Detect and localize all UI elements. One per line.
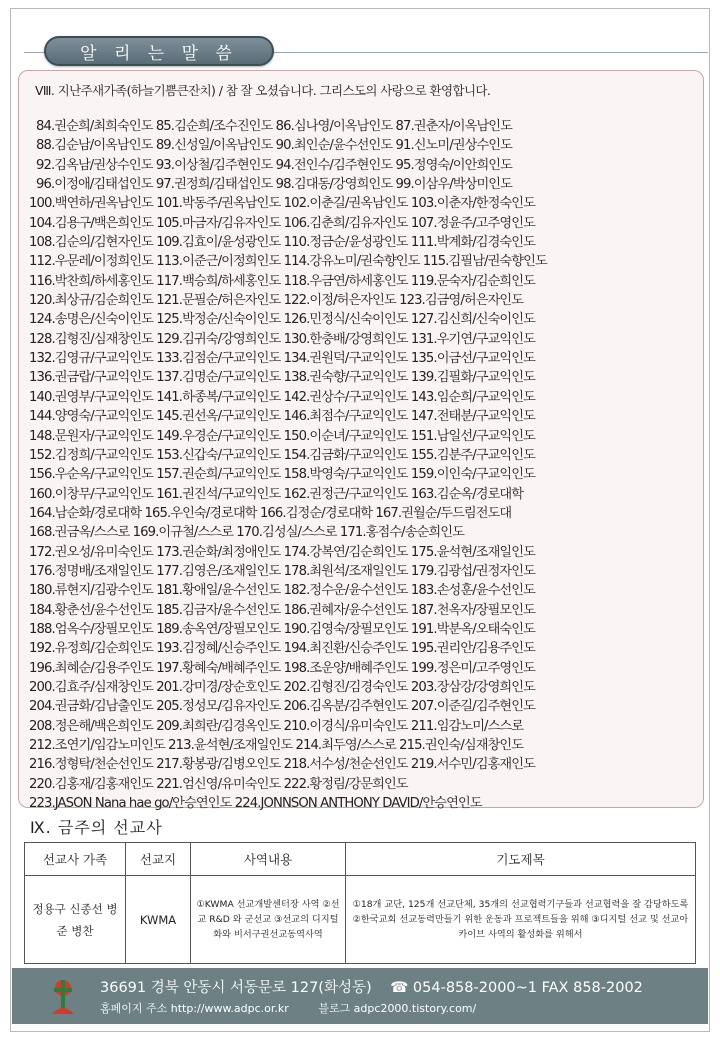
roster-line: 128.김형진/심재창인도 129.김귀숙/강영희인도 130.한충배/강영희인도 131.우기연/구교익인도 — [29, 331, 535, 347]
roster-line: 220.김홍재/김홍재인도 221.엄신영/유미숙인도 222.황정림/강문희인도 — [29, 776, 408, 792]
table-header: 선교지 — [126, 843, 191, 876]
ministry-content: ①KWMA 선교개발센터장 사역 ②선교 R&D 와 군선교 ③선교의 디지털화와 비서구권선교동역사역 — [191, 876, 346, 964]
roster-line: 144.양영숙/구교익인도 145.권선옥/구교익인도 146.최점수/구교익인도 147.전태분/구교익인도 — [29, 409, 535, 425]
roster-line: 208.정은해/백은희인도 209.최희란/김경옥인도 210.이경식/유미숙인도 211.임감노미/스스로 — [29, 718, 524, 734]
roster-line: 188.엄옥수/장필모인도 189.송옥연/장필모인도 190.김영숙/장필모인도 191.박분옥/오태숙인도 — [29, 621, 535, 637]
roster-line: 216.정형탁/천순선인도 217.황봉광/김병오인도 218.서수성/천순선인도 219.서수민/김홍재인도 — [29, 757, 535, 773]
roster-line: 100.백연하/권옥남인도 101.박동주/권옥남인도 102.이춘길/권옥남인도 103.이춘자/한정숙인도 — [29, 196, 535, 212]
table-header: 사역내용 — [191, 843, 346, 876]
church-cross-logo-icon — [48, 976, 78, 1016]
roster-line: 180.류현지/김광수인도 181.황애일/윤수선인도 182.정수운/윤수선인도 183.손성훈/윤수선인도 — [29, 583, 535, 599]
page-title: 알 리 는 말 씀 — [44, 36, 274, 66]
roster-line: 196.최혜순/김용주인도 197.황혜숙/배혜주인도 198.조운양/배혜주인도 199.정은미/고주영인도 — [29, 660, 535, 676]
roster-line: 152.김정희/구교익인도 153.신갑숙/구교익인도 154.김금화/구교익인도 155.김분주/구교익인도 — [29, 447, 535, 463]
roster-line: 132.김영규/구교익인도 133.김점순/구교익인도 134.권원덕/구교익인도 135.이금선/구교익인도 — [29, 351, 535, 367]
new-family-section — [18, 70, 704, 812]
roster-line: 112.우문레/이정희인도 113.이준근/이정희인도 114.강유노미/권숙향인도 115.김필남/권숙향인도 — [29, 254, 547, 270]
roster-line: 212.조연기/임감노미인도 213.윤석현/조재일인도 214.최두영/스스로 215.권인숙/심재창인도 — [29, 738, 524, 753]
roster-line: 136.권금랍/구교익인도 137.김명순/구교익인도 138.권숙향/구교익인도 139.김필화/구교익인도 — [29, 370, 535, 386]
table-header: 선교사 가족 — [25, 843, 126, 876]
roster-line: 172.권오성/유미숙인도 173.권순화/최정애인도 174.강복연/김순희인도 175.윤석현/조재일인도 — [29, 544, 535, 560]
mission-field: KWMA — [126, 876, 191, 964]
roster-line: 108.김순의/김현자인도 109.김효이/윤성광인도 110.정금순/윤성광인도 111.박계화/김경숙인도 — [29, 235, 535, 251]
roster-line: 204.권금화/김남출인도 205.정성모/김유자인도 206.김옥분/김주현인도 207.이준길/김주현인도 — [29, 699, 535, 715]
roster-line: 96.이정애/김태섭인도 97.권정희/김태섭인도 98.김대동/강영희인도 99.이삼우/박상미인도 — [36, 177, 512, 193]
church-phone: ☎ 054-858-2000~1 FAX 858-2002 — [390, 980, 643, 996]
roster-line: 140.권영부/구교익인도 141.하종복/구교익인도 142.권상수/구교익인도 143.임순희/구교익인도 — [29, 389, 535, 405]
roster-line: 124.송명은/신숙이인도 125.박정순/신숙이인도 126.민정식/신숙이인도 127.김신희/신숙이인도 — [29, 312, 535, 328]
roster-line: 164.남순화/경로대학 165.우인숙/경로대학 166.김정순/경로대학 167.권월순/두드림전도대 — [29, 505, 512, 521]
roster-line: 168.권금옥/스스로 169.이규철/스스로 170.김성실/스스로 171.홍점수/송순희인도 — [29, 525, 464, 541]
table-header-row — [25, 843, 696, 876]
table-row — [25, 876, 696, 964]
prayer-topics: ①18개 교단, 125개 선교단체, 35개의 선교협력기구들과 선교협력을 잘 감당하도록 ②한국교회 선교동력만들기 위한 운동과 프로젝트들을 위해 ③디지털 선교 및 선교아카이브 사역의 활성화를 위해서 — [346, 876, 696, 964]
missionary-table — [24, 842, 696, 964]
roster-line: 92.김옥남/권상수인도 93.이상철/김주현인도 94.전인수/김주현인도 95.정영숙/이안희인도 — [36, 157, 512, 173]
roster-line: 192.유정희/김순희인도 193.김정혜/신승주인도 194.최진환/신승주인도 195.권리안/김용주인도 — [29, 641, 535, 657]
church-address: 36691 경북 안동시 서동문로 127(화성동) — [100, 980, 372, 996]
roster-line: 148.문원자/구교익인도 149.우경순/구교익인도 150.이순녀/구교익인도 151.남일선/구교익인도 — [29, 428, 535, 444]
roster-line: 156.우순옥/구교익인도 157.권순희/구교익인도 158.박영숙/구교익인도 159.이인숙/구교익인도 — [29, 467, 535, 483]
roster-line: 176.정명배/조재일인도 177.김영은/조재일인도 178.최원석/조재일인도 179.김광섭/권정자인도 — [29, 563, 535, 579]
roster-line: 120.최상규/김순희인도 121.문필순/허은자인도 122.이정/허은자인도 123.김금영/허은자인도 — [29, 293, 524, 309]
roster-line: 160.이창무/구교익인도 161.권진석/구교익인도 162.권정근/구교익인도 163.김순옥/경로대학 — [29, 486, 524, 502]
roster-line: 84.권순희/최희숙인도 85.김순희/조수진인도 86.심나영/이옥남인도 87.권춘자/이옥남인도 — [36, 119, 512, 134]
roster-line: 88.김순남/이옥남인도 89.신성일/이옥남인도 90.최인순/윤수선인도 91.신노미/권상수인도 — [36, 138, 512, 154]
table-header: 기도제목 — [346, 843, 696, 876]
church-footer — [12, 968, 708, 1024]
roster-line: 104.김용구/백은희인도 105.마금자/김유자인도 106.김춘희/김유자인도 107.정윤주/고주영인도 — [29, 215, 535, 231]
missionary-section-title: Ⅸ. 금주의 선교사 — [30, 818, 163, 837]
blog-link[interactable]: 블로그 adpc2000.tistory.com/ — [318, 1002, 477, 1015]
roster-line: 223.JASON Nana hae go/안승연인도 224.JONNSON ANTHONY DAVID/안승연인도 — [29, 796, 482, 812]
roster-line: 200.김효주/심재창인도 201.강미경/장순호인도 202.김형진/김경숙인도 203.장삼강/강영희인도 — [29, 679, 535, 695]
new-family-header: Ⅷ. 지난주새가족(하늘기쁨큰잔치) / 참 잘 오셨습니다. 그리스도의 사랑으로 환영합니다. — [35, 83, 491, 98]
roster-line: 116.박찬희/하세홍인도 117.백승희/하세홍인도 118.우금연/하세홍인도 119.문숙자/김순희인도 — [29, 273, 535, 289]
homepage-link[interactable]: 홈페이지 주소 http://www.adpc.or.kr — [100, 1002, 289, 1015]
roster-line: 184.황춘선/윤수선인도 185.김금자/윤수선인도 186.권혜자/윤수선인도 187.천옥자/장필모인도 — [29, 602, 535, 618]
missionary-family: 정용구 신종선 병준 병찬 — [25, 876, 126, 964]
new-family-roster — [19, 117, 703, 813]
